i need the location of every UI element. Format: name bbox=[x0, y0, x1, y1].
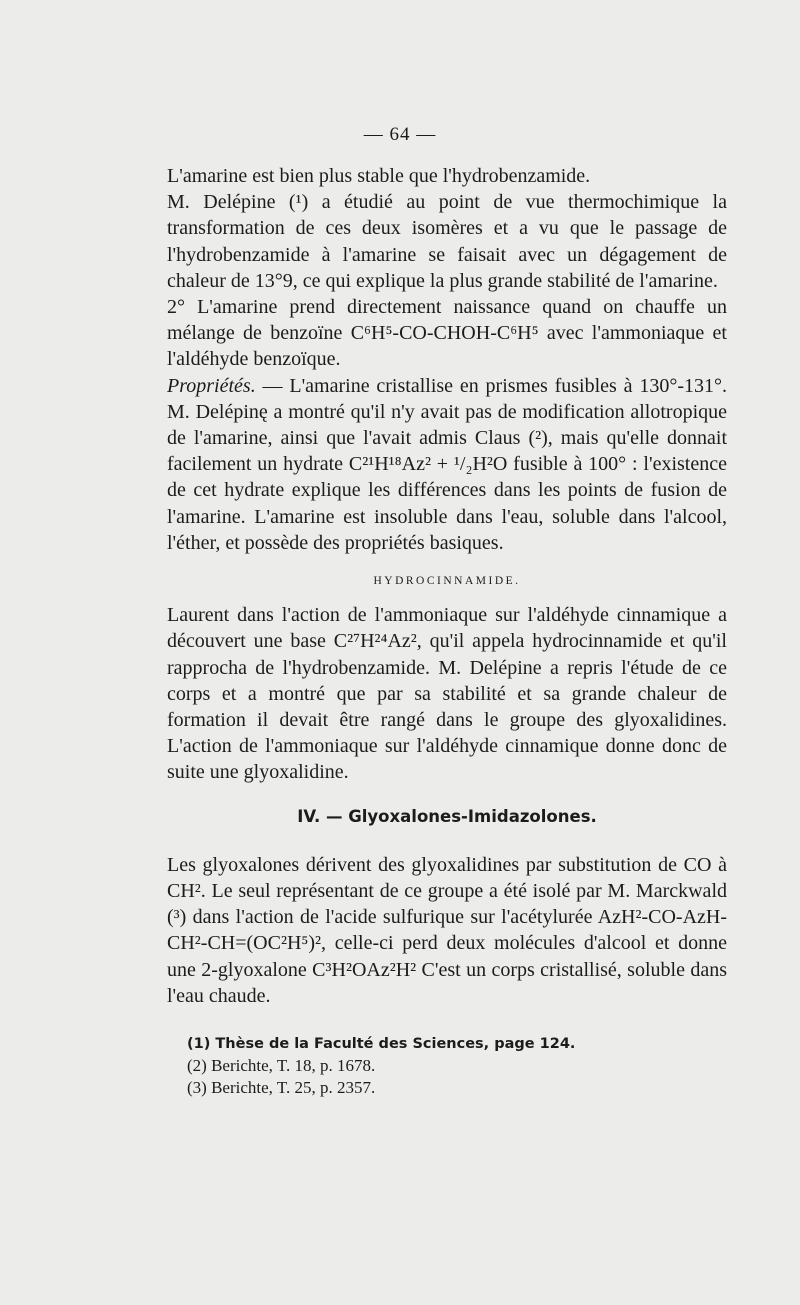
footnote-2: (2) Berichte, T. 18, p. 1678. bbox=[187, 1056, 376, 1076]
hydrocinnamide-heading: HYDROCINNAMIDE. bbox=[373, 575, 521, 588]
paragraph-hydrocinnamide: Laurent dans l'action de l'ammoniaque sur l'aldéhyde cinnamique a découvert une base C²⁷H²⁴Az², qu'il appela hydrocinnamide et qu'il rapprocha de l'hydrobenzamide. M. Delépine a repris l'étude de ce corps et a montré que par sa stabilité et sa grande chaleur de formation il devait être rangé dans le groupe des glyoxalidines. L'action de l'ammoniaque sur l'aldéhyde cinnamique donne donc de suite une glyoxalidine. bbox=[167, 604, 727, 784]
footnote-1: (1) Thèse de la Faculté des Sciences, page 124. bbox=[187, 1036, 576, 1053]
properties-label: Propriétés. bbox=[167, 374, 256, 397]
section-iv-heading: IV. — Glyoxalones-Imidazolones. bbox=[297, 806, 597, 826]
paragraph-amarine-stability: L'amarine est bien plus stable que l'hydrobenzamide. bbox=[167, 165, 591, 187]
page-number: — 64 — bbox=[363, 124, 437, 145]
paragraph-benzoine-synthesis: 2° L'amarine prend directement naissance quand on chauffe un mélange de benzoïne C⁶H⁵-CO-CHOH-C⁶H⁵ avec l'ammoniaque et l'aldéhyde benzoïque. bbox=[167, 296, 727, 371]
footnote-3: (3) Berichte, T. 25, p. 2357. bbox=[187, 1078, 376, 1098]
paragraph-properties bbox=[167, 373, 727, 556]
footnotes bbox=[167, 1033, 727, 1099]
paragraph-delepine-thermochemistry: M. Delépine (¹) a étudié au point de vue thermochimique la transformation de ces deux isomères et a vu que le passage de l'hydrobenzamide à l'amarine se faisait avec un dégagement de chaleur de 13°9, ce qui explique la plus grande stabilité de l'amarine. bbox=[167, 191, 727, 292]
properties-text: — L'amarine cristallise en prismes fusibles à 130°-131°. M. Delépinę a montré qu'il n'y avait pas de modification allotropique de l'amarine, ainsi que l'avait admis Claus (²), mais qu'elle donnait facilement un hydrate C²¹H¹⁸Az² + ¹/₂H²O fusible à 100° : l'existence de cet hydrate explique les différences dans les points de fusion de l'amarine. L'amarine est insoluble dans l'eau, soluble dans l'alcool, l'éther, et possède des propriétés basiques. bbox=[167, 374, 727, 554]
body-text bbox=[167, 125, 727, 1099]
paragraph-glyoxalones: Les glyoxalones dérivent des glyoxalidines par substitution de CO à CH². Le seul représentant de ce groupe a été isolé par M. Marckwald (³) dans l'action de l'acide sulfurique sur l'acétylurée AzH²-CO-AzH-CH²-CH=(OC²H⁵)², celle-ci perd deux molécules d'alcool et donne une 2-glyoxalone C³H²OAz²H² C'est un corps cristallisé, soluble dans l'eau chaude. bbox=[167, 853, 727, 1007]
